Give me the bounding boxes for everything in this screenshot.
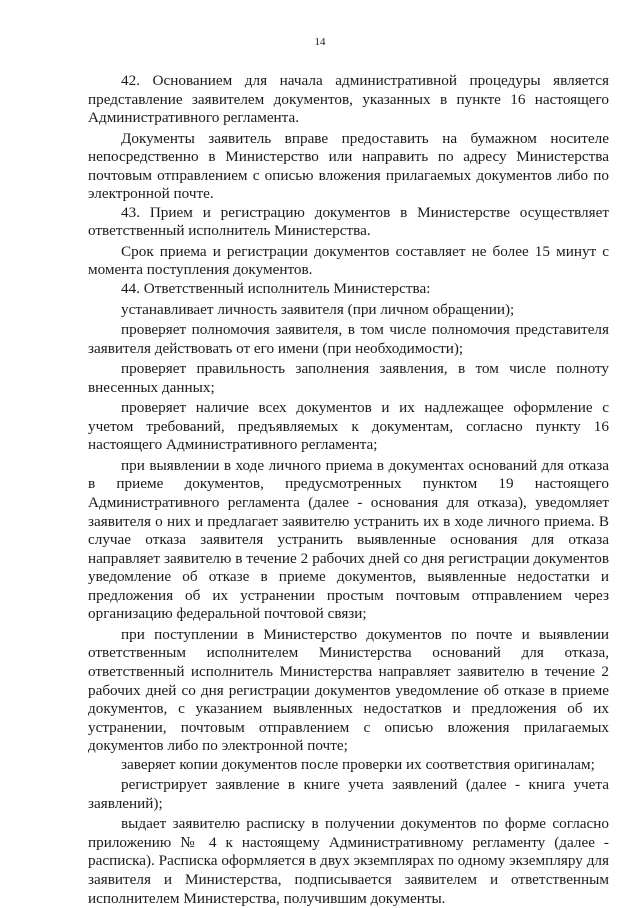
paragraph-registration-term: Срок приема и регистрации документов составляет не более 15 минут с момента поступления документов.	[88, 242, 609, 279]
paragraph-42: 42. Основанием для начала административной процедуры является представление заявителем документов, указанных в пункте 16 настоящего Административного регламента.	[88, 72, 609, 127]
paragraph-copies-certification: заверяет копии документов после проверки их соответствия оригиналам;	[121, 755, 595, 773]
paragraph-documents-check: проверяет наличие всех документов и их надлежащее оформление с учетом требований, предъявляемых к документам, согласно пункту 16 настоящего Административного регламента;	[88, 399, 609, 454]
page-number: 14	[314, 36, 326, 48]
paragraph-application-check: проверяет правильность заполнения заявления, в том числе полноту внесенных данных;	[88, 360, 609, 396]
paragraph-identity-check: устанавливает личность заявителя (при личном обращении);	[121, 300, 515, 318]
document-body	[88, 72, 609, 908]
paragraph-postal-refusal: при поступлении в Министерство документов по почте и выявлении ответственным исполнителем Министерства оснований для отказа, ответственный исполнитель Министерства направляет заявителю в течение 2 рабочих дней со дня регистрации документов уведомление об отказе в приеме документов, с указанием выявленных недостатков и предложения об их устранении, почтовым отправлением с описью вложения прилагаемых документов либо по электронной почте;	[88, 625, 609, 755]
paragraph-44: 44. Ответственный исполнитель Министерства:	[121, 280, 431, 298]
paragraph-registration-book: регистрирует заявление в книге учета заявлений (далее - книга учета заявлений);	[88, 776, 609, 812]
paragraph-documents-submission: Документы заявитель вправе предоставить на бумажном носителе непосредственно в Министерство или направить по адресу Министерства почтовым отправлением с описью вложения прилагаемых документов либо по электронной почте.	[88, 129, 609, 203]
paragraph-authority-check: проверяет полномочия заявителя, в том числе полномочия представителя заявителя действовать от его имени (при необходимости);	[88, 321, 609, 357]
paragraph-receipt: выдает заявителю расписку в получении документов по форме согласно приложению № 4 к настоящему Административному регламенту (далее - расписка). Расписка оформляется в двух экземплярах по одному экземпляру для заявителя и Министерства, подписывается заявителем и ответственным исполнителем Министерства, получившим документы.	[88, 815, 609, 907]
paragraph-43: 43. Прием и регистрацию документов в Министерстве осуществляет ответственный исполнитель Министерства.	[88, 203, 609, 240]
paragraph-personal-refusal: при выявлении в ходе личного приема в документах оснований для отказа в приеме документов, предусмотренных пунктом 19 настоящего Административного регламента (далее - основания для отказа), уведомляет заявителя о них и предлагает заявителю устранить их в ходе личного приема. В случае отказа заявителя устранить выявленные основания для отказа направляет заявителю в течение 2 рабочих дней со дня регистрации документов уведомление об отказе в приеме документов, выявленные недостатки и предложения об их устранении простым почтовым отправлением через организацию федеральной почтовой связи;	[88, 456, 609, 623]
